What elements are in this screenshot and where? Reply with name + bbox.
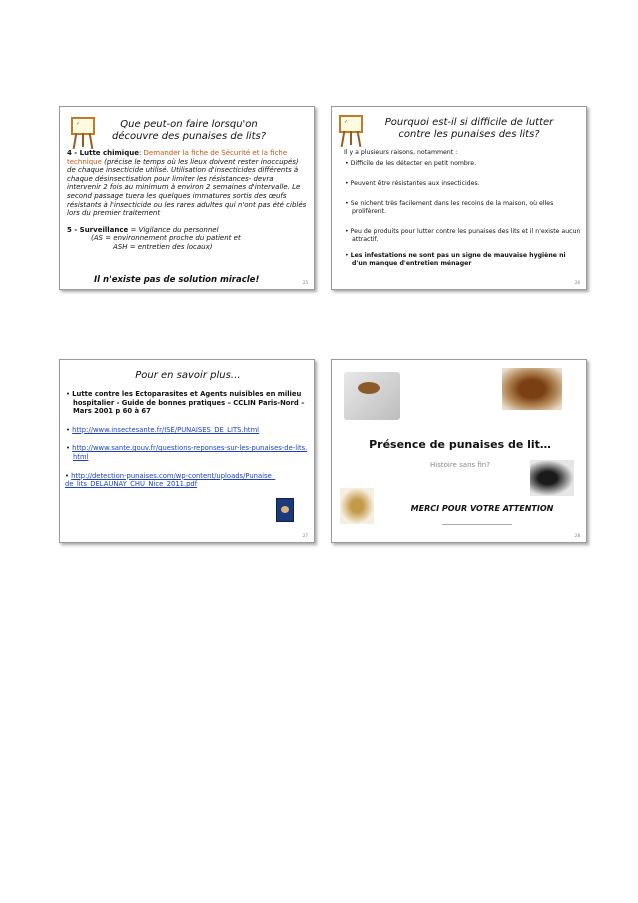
bullet-item: • Peuvent être résistantes aux insecticides. — [345, 180, 480, 187]
bullet-item: • Se nichent très facilement dans les recoins de la maison, où elles prolifèrent. — [345, 200, 554, 215]
thanks-text: MERCI POUR VOTRE ATTENTION — [410, 504, 554, 513]
slide-lutte-chimique — [59, 106, 315, 290]
link-insectesante[interactable]: http://www.insectesante.fr/ISE/PUNAISES_DE_LITS.html — [72, 425, 260, 434]
link-sante-gouv[interactable]: http://www.sante.gouv.fr/questions-reponses-sur-les-punaises-de-lits. html — [72, 444, 308, 461]
slide-title: Pour en savoir plus… — [135, 370, 241, 381]
page-number: 28 — [574, 533, 580, 538]
slide-subtitle: Histoire sans fin? — [430, 461, 490, 469]
slide-title: Que peut-on faire lorsqu'on découvre des punaises de lits? — [111, 119, 267, 142]
link-detection-punaises[interactable]: http://detection-punaises.com/wp-content/uploads/Punaise_de_lits_DELAUNAY_CHU_Nice_2011.pdf — [65, 471, 276, 489]
slide-body — [65, 390, 309, 489]
slide-body — [67, 149, 309, 252]
slide-body — [344, 149, 582, 268]
bedbug-photo — [502, 368, 562, 410]
slide-title: Pourquoi est-il si difficile de lutter contre les punaises des lits? — [384, 117, 554, 140]
bullet-link: • http://www.sante.gouv.fr/questions-reponses-sur-les-punaises-de-lits. html — [66, 444, 308, 461]
mattress-inspection-photo — [344, 372, 400, 420]
bullet-link: • http://www.insectesante.fr/ISE/PUNAISES_DE_LITS.html — [66, 425, 260, 434]
bullet-link: • http://detection-punaises.com/wp-content/uploads/Punaise_de_lits_DELAUNAY_CHU_Nice_2011.pdf — [65, 471, 276, 489]
slide-title: Présence de punaises de lit… — [369, 438, 551, 451]
item-4: 4 - Lutte chimique: Demander la fiche de Sécurité et la fiche technique (précise le temps où les lieux doivent rester inoccupés) de chaque insecticide utilisé. Utilisation d'insecticides différents à chaque désinsectisation pour limiter les résistances- devra intervenir 2 fois au minimum à environ 2 semaines d'intervalle. Le second passage tuera les quelques immatures sortis des œufs résistants à l'insecticide ou les rares adultes qui n'ont pas été ciblés lors du premier traitement — [67, 149, 307, 218]
slide-pour-en-savoir-plus — [59, 359, 315, 543]
slide-presence-punaises — [331, 359, 587, 543]
easel-icon: ✓ — [68, 115, 98, 149]
bullet-item-bold: • Les infestations ne sont pas un signe de mauvaise hygiène ni d'un manque d'entretien ménager — [345, 252, 566, 267]
bullet-item: • Difficile de les détecter en petit nombre. — [345, 160, 477, 167]
page-number: 25 — [302, 280, 308, 285]
guide-cover-image — [276, 498, 294, 522]
page-number: 27 — [302, 533, 308, 538]
item-5: 5 - Surveillance = Vigilance du personnel — [67, 225, 219, 234]
item-5-line3: ASH = entretien des locaux) — [113, 242, 213, 251]
easel-icon: ✓ — [336, 113, 366, 147]
bullet-reference: • Lutte contre les Ectoparasites et Agents nuisibles en milieu hospitalier - Guide de bonnes pratiques – CCLIN Paris-Nord – Mars 2001 p 60 à 67 — [66, 390, 305, 416]
footer-text — [402, 524, 552, 525]
page-number: 26 — [574, 280, 580, 285]
conclusion: Il n'existe pas de solution miracle! — [94, 275, 260, 285]
bullet-item: • Peu de produits pour lutter contre les punaises des lits et il n'existe aucun attractif. — [345, 228, 581, 243]
item-5-line2: (AS = environnement proche du patient et — [91, 234, 241, 243]
bedbug-dark-photo — [530, 460, 574, 496]
bedbug-nymph-photo — [340, 488, 374, 524]
intro-text: Il y a plusieurs raisons, notamment : — [344, 149, 458, 156]
slide-pourquoi-difficile — [331, 106, 587, 290]
